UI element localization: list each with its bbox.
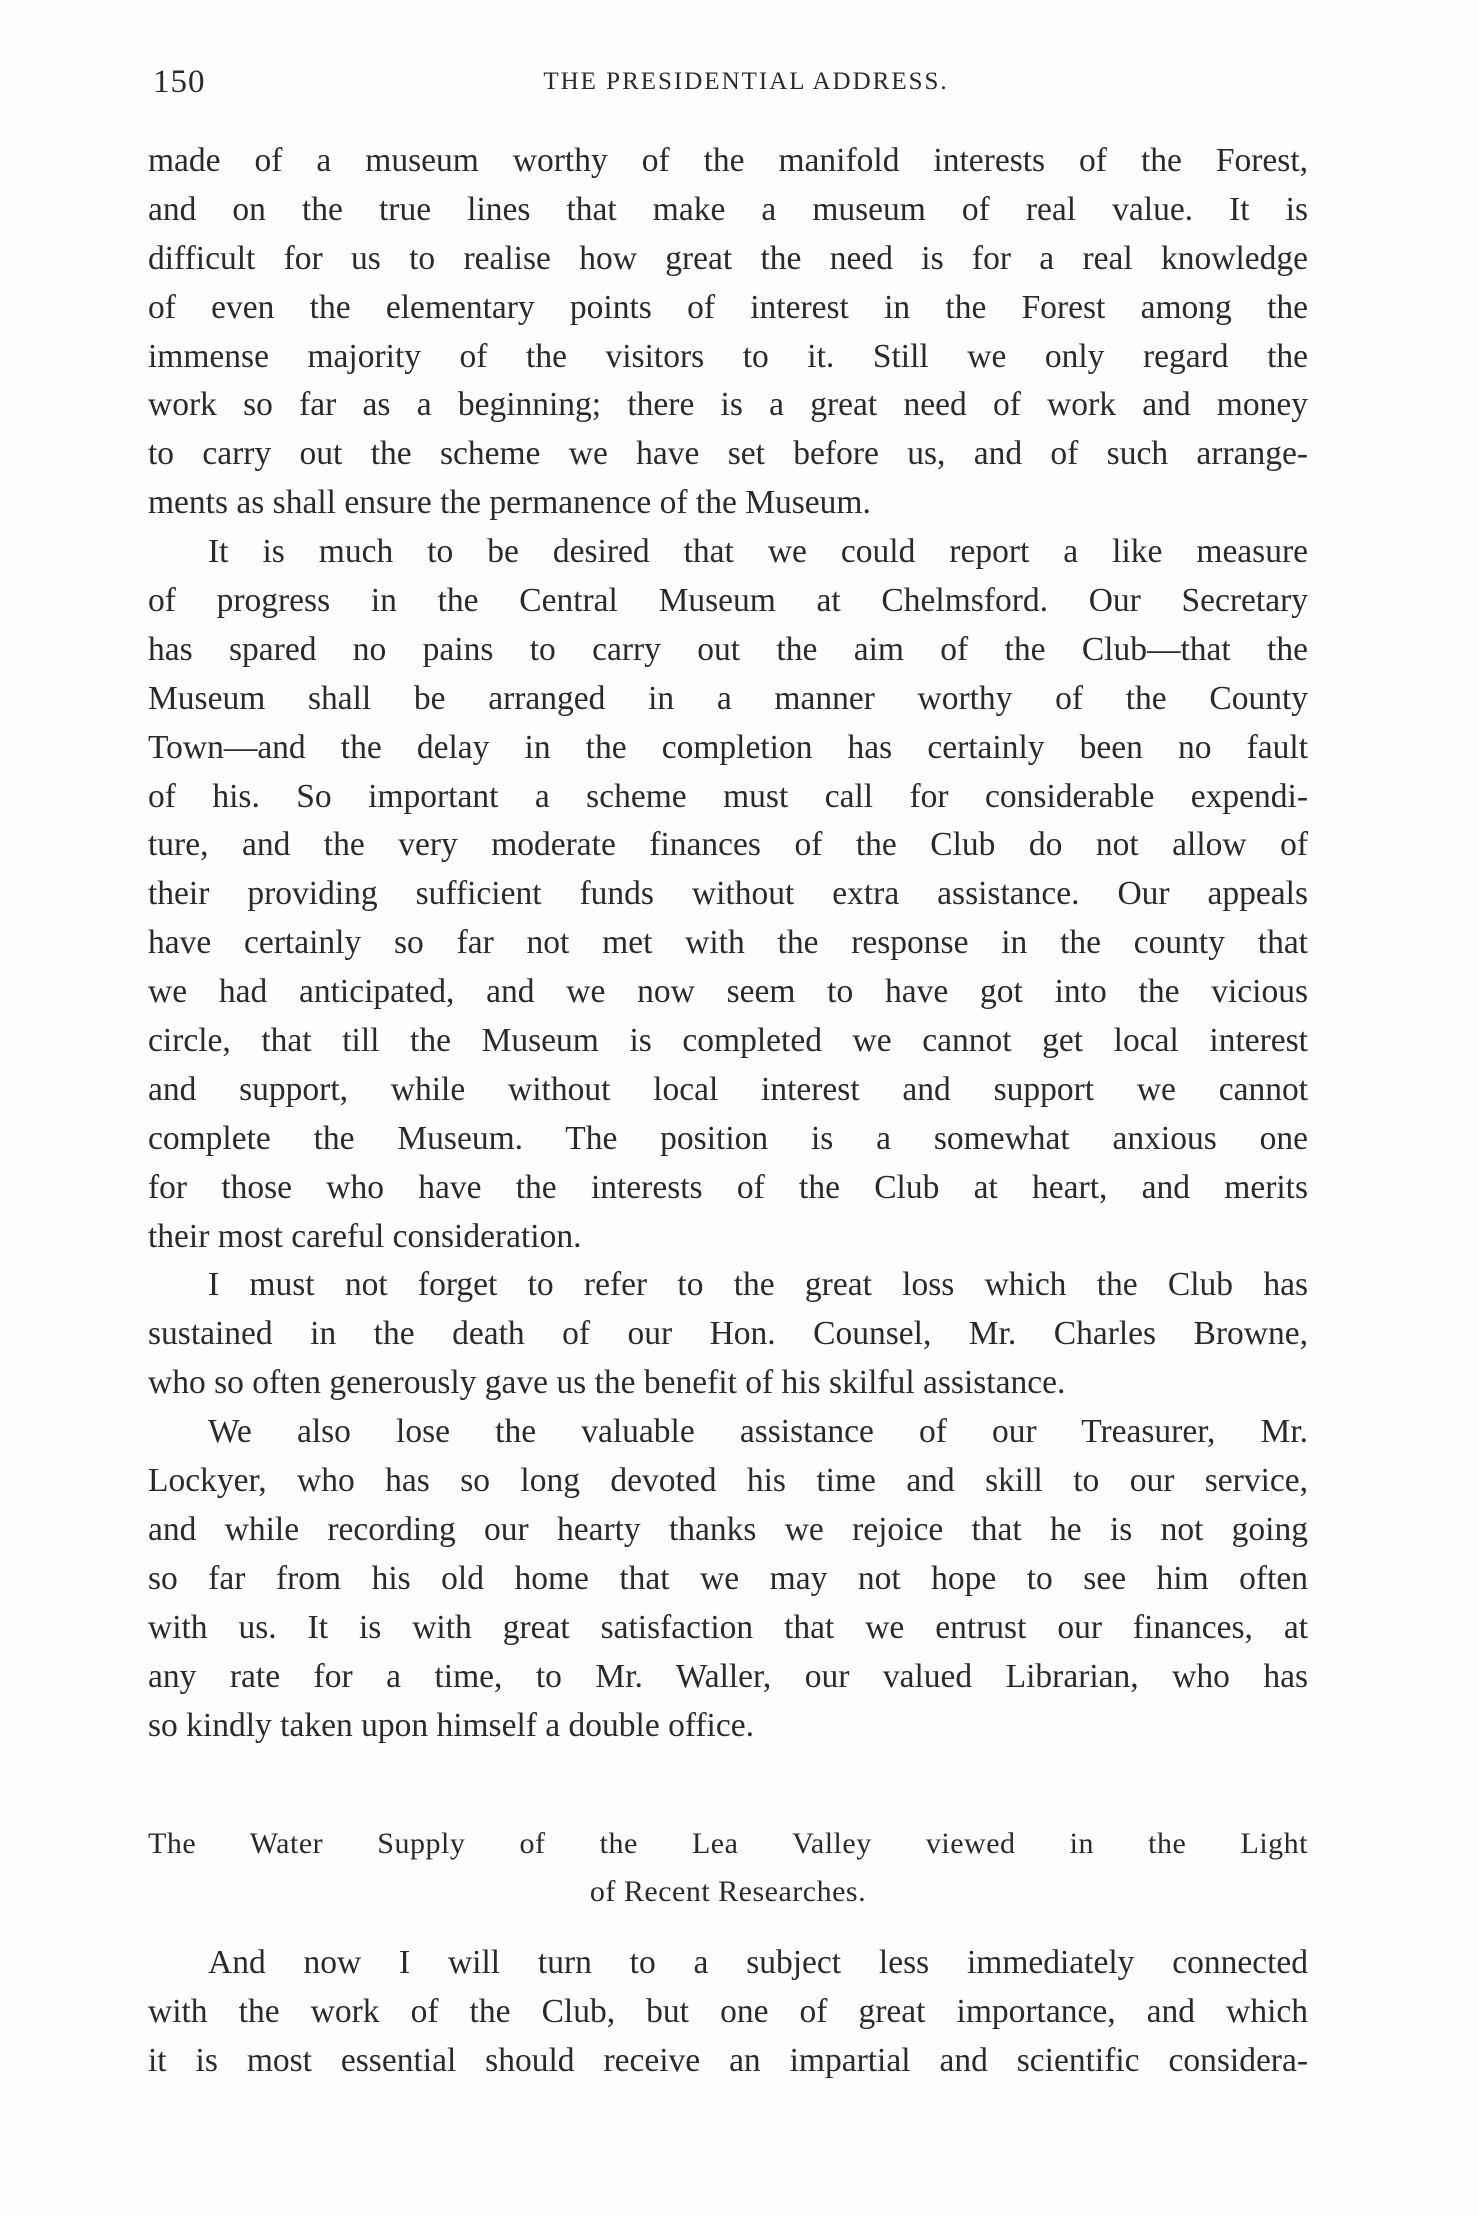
body-text-continued: [148, 1939, 1308, 2086]
text-line: Town—and the delay in the completion has certainly been no fault: [148, 728, 1308, 766]
text-line: and while recording our hearty thanks we rejoice that he is not going: [148, 1510, 1308, 1548]
text-line: ture, and the very moderate finances of the Club do not allow of: [148, 826, 1308, 864]
text-line: has spared no pains to carry out the aim of the Club—that the: [148, 630, 1308, 668]
text-line: it is most essential should receive an impartial and scientific considera-: [148, 2041, 1308, 2079]
text-line: so kindly taken upon himself a double office.: [148, 1706, 754, 1744]
text-line: Museum shall be arranged in a manner worthy of the County: [148, 679, 1308, 717]
text-line: their most careful consideration.: [148, 1217, 582, 1255]
text-line: difficult for us to realise how great the need is for a real knowledge: [148, 239, 1308, 277]
paragraph: [148, 528, 1308, 1261]
text-line: circle, that till the Museum is completed we cannot get local interest: [148, 1022, 1308, 1060]
text-line: complete the Museum. The position is a somewhat anxious one: [148, 1119, 1308, 1157]
text-line: work so far as a beginning; there is a great need of work and money: [148, 386, 1308, 424]
page-number: 150: [153, 64, 206, 100]
text-line: I must not forget to refer to the great loss which the Club has: [208, 1266, 1308, 1304]
text-line: with the work of the Club, but one of great importance, and which: [148, 1992, 1308, 2030]
text-line: who so often generously gave us the benefit of his skilful assistance.: [148, 1364, 1066, 1402]
body-text: [148, 137, 1308, 1750]
text-line: of even the elementary points of interest in the Forest among the: [148, 288, 1308, 326]
section-heading-line: of Recent Researches.: [589, 1875, 867, 1908]
text-line: any rate for a time, to Mr. Waller, our valued Librarian, who has: [148, 1657, 1308, 1695]
section-heading-line: The Water Supply of the Lea Valley viewed in the Light: [148, 1827, 1308, 1860]
section-heading: [148, 1820, 1308, 1916]
page-header: [153, 58, 1309, 106]
paragraph: [148, 137, 1308, 528]
text-line: And now I will turn to a subject less immediately connected: [208, 1944, 1308, 1981]
text-line: and on the true lines that make a museum of real value. It is: [148, 190, 1308, 228]
paragraph: [148, 1261, 1308, 1408]
text-line: Lockyer, who has so long devoted his time and skill to our service,: [148, 1462, 1308, 1500]
text-line: ments as shall ensure the permanence of the Museum.: [148, 484, 871, 522]
text-line: for those who have the interests of the Club at heart, and merits: [148, 1168, 1308, 1206]
text-line: have certainly so far not met with the response in the county that: [148, 924, 1308, 962]
text-line: sustained in the death of our Hon. Counsel, Mr. Charles Browne,: [148, 1315, 1308, 1353]
paragraph: [148, 1939, 1308, 2086]
text-line: of progress in the Central Museum at Chelmsford. Our Secretary: [148, 582, 1308, 620]
text-line: made of a museum worthy of the manifold interests of the Forest,: [148, 142, 1308, 179]
running-head: THE PRESIDENTIAL ADDRESS.: [543, 68, 949, 95]
text-line: with us. It is with great satisfaction that we entrust our finances, at: [148, 1608, 1308, 1646]
paragraph: [148, 1408, 1308, 1750]
text-line: immense majority of the visitors to it. Still we only regard the: [148, 337, 1308, 375]
text-line: of his. So important a scheme must call for considerable expendi-: [148, 777, 1308, 815]
text-line: their providing sufficient funds without extra assistance. Our appeals: [148, 875, 1308, 913]
text-line: to carry out the scheme we have set before us, and of such arrange-: [148, 435, 1308, 473]
text-line: We also lose the valuable assistance of our Treasurer, Mr.: [208, 1413, 1308, 1451]
text-line: It is much to be desired that we could report a like measure: [208, 533, 1308, 571]
text-line: and support, while without local interest and support we cannot: [148, 1070, 1308, 1108]
text-line: we had anticipated, and we now seem to have got into the vicious: [148, 973, 1308, 1011]
text-line: so far from his old home that we may not hope to see him often: [148, 1559, 1308, 1597]
